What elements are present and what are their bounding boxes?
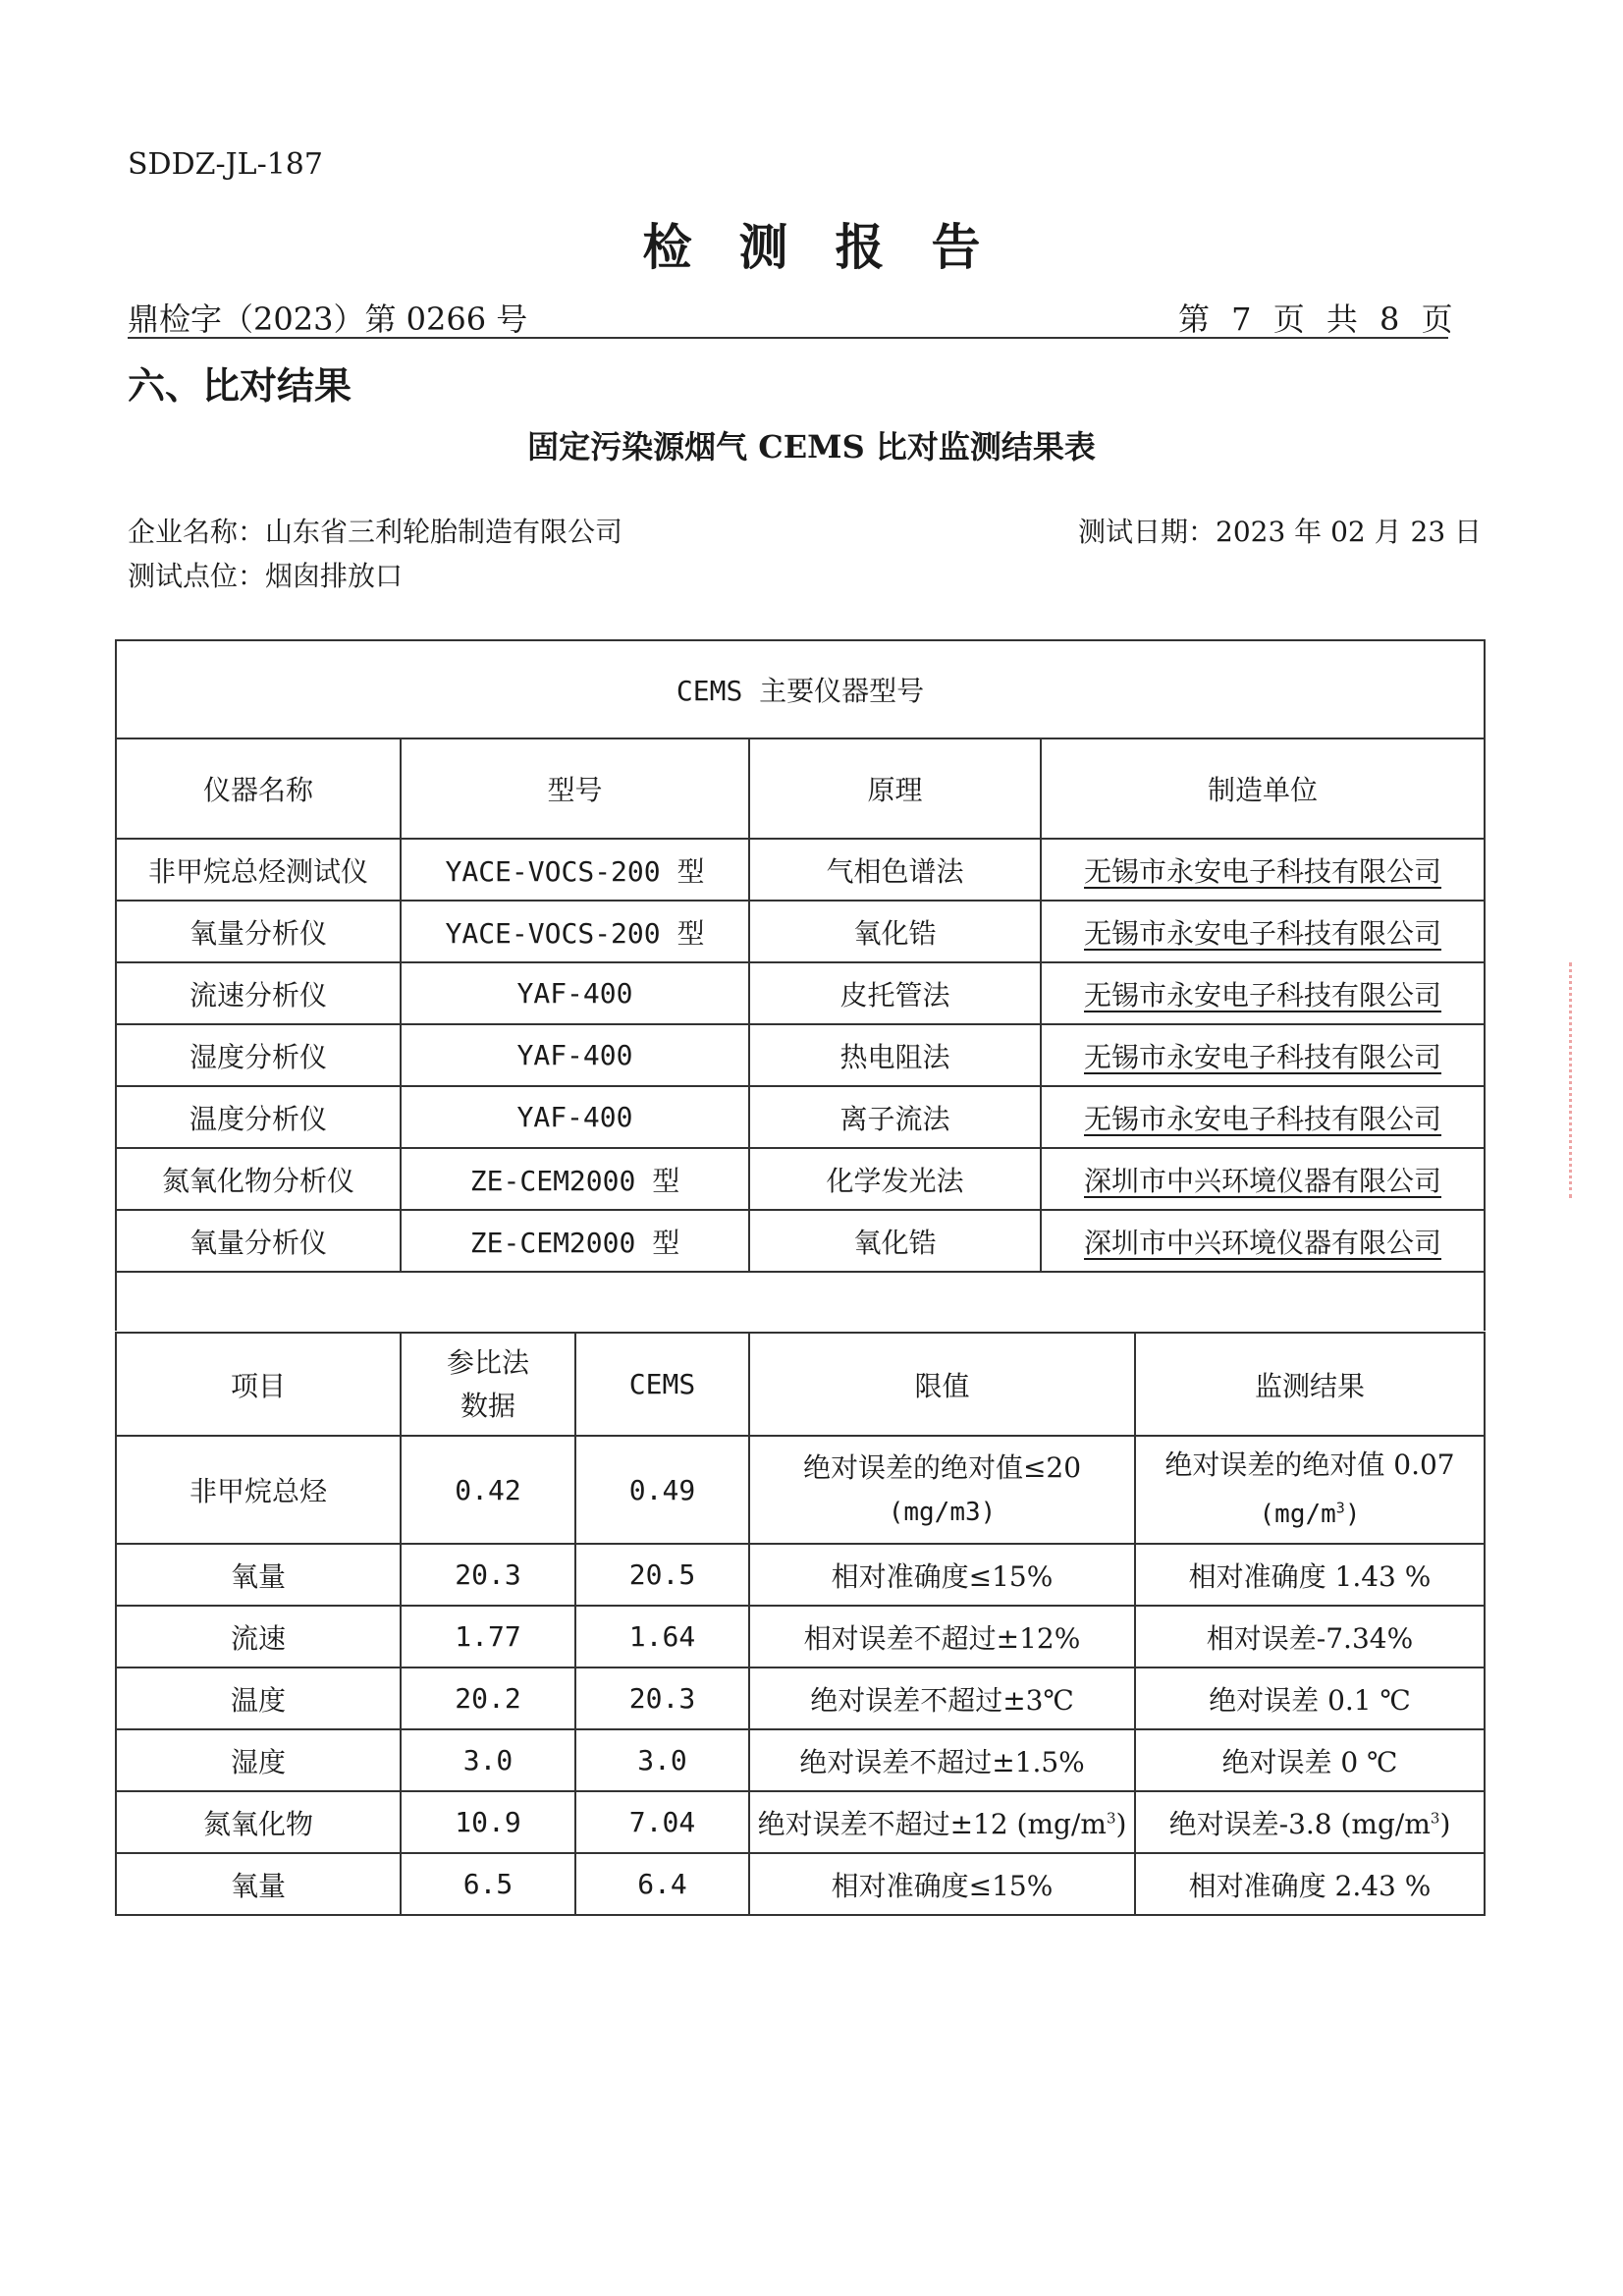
instrument-principle-cell: 气相色谱法 [749,839,1041,901]
result-cell: 绝对误差 0 ℃ [1135,1729,1485,1791]
seal-stamp-edge [1569,962,1601,1198]
table-row [116,1436,1485,1544]
table-row [116,901,1485,962]
limit-cell: 相对误差不超过±12% [749,1606,1135,1667]
reference-value-cell: 1.77 [401,1606,575,1667]
table-row [116,839,1485,901]
table-row [116,1210,1485,1272]
table-row [116,1086,1485,1148]
test-date-label: 测试日期： [1078,516,1217,548]
result-unit [1260,1500,1361,1529]
item-cell: 氧量 [116,1853,401,1915]
reference-value-cell: 10.9 [401,1791,575,1853]
header-text-line: 参比法 [446,1345,529,1379]
company-name: 山东省三利轮胎制造有限公司 [265,516,623,548]
table-title: 固定污染源烟气 CEMS 比对监测结果表 [527,428,1096,465]
table-row [116,1148,1485,1210]
limit-cell: 绝对误差不超过±1.5% [749,1729,1135,1791]
reference-value-cell: 6.5 [401,1853,575,1915]
instrument-principle-cell: 热电阻法 [749,1024,1041,1086]
report-title: 检测报告 [642,218,1028,276]
table-row [116,1791,1485,1853]
item-cell: 湿度 [116,1729,401,1791]
instrument-table-caption: CEMS 主要仪器型号 [116,640,1485,738]
company-label: 企业名称： [128,516,266,548]
document-code: SDDZ-JL-187 [128,147,323,182]
report-number: 鼎检字（2023）第 0266 号 [128,301,528,338]
section-heading: 六、比对结果 [128,363,352,408]
instrument-principle-cell: 化学发光法 [749,1148,1041,1210]
header-cell: 仪器名称 [116,738,401,839]
table-row [116,962,1485,1024]
header-cell: 监测结果 [1135,1333,1485,1436]
limit-cell: 绝对误差不超过±3℃ [749,1667,1135,1729]
instrument-model-cell: YACE-VOCS-200 型 [401,839,749,901]
unit-close: ) [1115,1807,1127,1840]
header-cell: 项目 [116,1333,401,1436]
test-site: 烟囱排放口 [265,560,404,592]
header-cell [401,1333,575,1436]
limit-cell: 相对准确度≤15% [749,1544,1135,1606]
result-cell [1135,1436,1485,1544]
instrument-maker-cell: 无锡市永安电子科技有限公司 [1041,901,1485,962]
header-cell: 限值 [749,1333,1135,1436]
instrument-principle-cell: 皮托管法 [749,962,1041,1024]
item-cell: 流速 [116,1606,401,1667]
header-text-line: 数据 [460,1389,515,1422]
result-cell: 绝对误差 0.1 ℃ [1135,1667,1485,1729]
unit-close: ) [1344,1500,1361,1530]
item-cell: 氧量 [116,1544,401,1606]
test-site-line [128,555,403,594]
instrument-maker-cell: 无锡市永安电子科技有限公司 [1041,839,1485,901]
cems-value-cell: 0.49 [575,1436,749,1544]
result-cell [1135,1791,1485,1853]
limit-cell: 相对准确度≤15% [749,1853,1135,1915]
table-row [116,640,1485,738]
header-cell: 制造单位 [1041,738,1485,839]
table-spacer-row [116,1272,1485,1331]
unit-text: (mg/m [1259,1500,1336,1530]
instrument-table [115,639,1486,1331]
instrument-principle-cell: 氧化锆 [749,1210,1041,1272]
instrument-maker-cell: 无锡市永安电子科技有限公司 [1041,1086,1485,1148]
instrument-model-cell: YACE-VOCS-200 型 [401,901,749,962]
table-row [116,1729,1485,1791]
test-date-line [1078,511,1482,550]
instrument-maker-cell: 深圳市中兴环境仪器有限公司 [1041,1148,1485,1210]
cems-value-cell: 20.5 [575,1544,749,1606]
cems-value-cell: 1.64 [575,1606,749,1667]
spacer-cell [116,1272,1485,1331]
instrument-name-cell: 非甲烷总烃测试仪 [116,839,401,901]
limit-text: 绝对误差的绝对值≤20 [802,1450,1082,1484]
cems-value-cell: 7.04 [575,1791,749,1853]
reference-value-cell: 3.0 [401,1729,575,1791]
instrument-name-cell: 氮氧化物分析仪 [116,1148,401,1210]
reference-value-cell: 20.2 [401,1667,575,1729]
cems-value-cell: 3.0 [575,1729,749,1791]
instrument-model-cell: ZE-CEM2000 型 [401,1148,749,1210]
instrument-model-cell: YAF-400 [401,1024,749,1086]
unit-superscript: 3 [1106,1809,1116,1828]
instrument-name-cell: 氧量分析仪 [116,1210,401,1272]
instrument-principle-cell: 离子流法 [749,1086,1041,1148]
instrument-model-cell: YAF-400 [401,1086,749,1148]
limit-cell [749,1791,1135,1853]
company-line [128,511,622,550]
header-cell: 原理 [749,738,1041,839]
unit-close: ) [1439,1807,1451,1840]
limit-cell [749,1436,1135,1544]
table-row [116,1606,1485,1667]
test-site-label: 测试点位： [128,560,266,592]
item-cell: 氮氧化物 [116,1791,401,1853]
result-text: 绝对误差的绝对值 0.07 [1164,1448,1455,1481]
instrument-name-cell: 温度分析仪 [116,1086,401,1148]
table-row [116,1853,1485,1915]
reference-value-cell: 0.42 [401,1436,575,1544]
header-cell: CEMS [575,1333,749,1436]
result-cell: 相对误差-7.34% [1135,1606,1485,1667]
instrument-maker-cell: 深圳市中兴环境仪器有限公司 [1041,1210,1485,1272]
result-text: 绝对误差-3.8 (mg/m [1168,1807,1431,1840]
table-header-row [116,1333,1485,1436]
unit-superscript: 3 [1335,1499,1345,1517]
instrument-maker-cell: 无锡市永安电子科技有限公司 [1041,1024,1485,1086]
item-cell: 温度 [116,1667,401,1729]
page-indicator: 第 7 页 共 8 页 [1178,301,1453,338]
instrument-name-cell: 湿度分析仪 [116,1024,401,1086]
reference-value-cell: 20.3 [401,1544,575,1606]
cems-value-cell: 6.4 [575,1853,749,1915]
test-date: 2023 年 02 月 23 日 [1216,516,1483,548]
item-cell: 非甲烷总烃 [116,1436,401,1544]
table-row [116,1024,1485,1086]
instrument-model-cell: ZE-CEM2000 型 [401,1210,749,1272]
header-divider [128,337,1448,339]
header-cell: 型号 [401,738,749,839]
instrument-principle-cell: 氧化锆 [749,901,1041,962]
result-cell: 相对准确度 1.43 % [1135,1544,1485,1606]
table-header-row [116,738,1485,839]
table-row [116,1667,1485,1729]
instrument-model-cell: YAF-400 [401,962,749,1024]
instrument-name-cell: 流速分析仪 [116,962,401,1024]
table-row [116,1544,1485,1606]
unit-superscript: 3 [1430,1809,1440,1828]
result-cell: 相对准确度 2.43 % [1135,1853,1485,1915]
limit-text: 绝对误差不超过±12 (mg/m [757,1807,1107,1840]
cems-value-cell: 20.3 [575,1667,749,1729]
instrument-name-cell: 氧量分析仪 [116,901,401,962]
instrument-maker-cell: 无锡市永安电子科技有限公司 [1041,962,1485,1024]
limit-unit: (mg/m3) [888,1497,997,1527]
comparison-result-table [115,1332,1486,1916]
